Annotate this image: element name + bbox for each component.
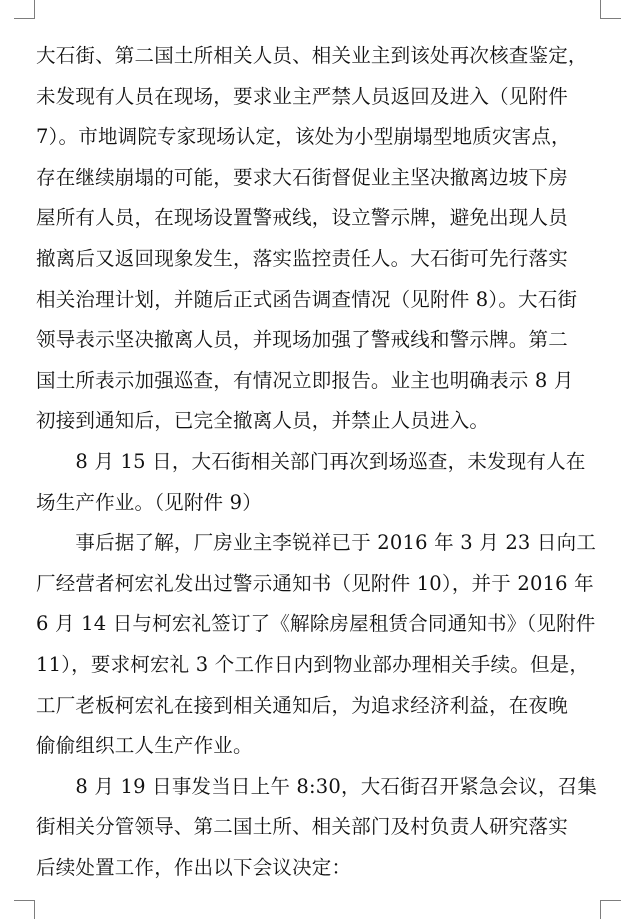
text-line: 8 月 15 日，大石街相关部门再次到场巡查，未发现有人在 (36, 449, 586, 473)
text-line: 事后据了解，厂房业主李锐祥已于 2016 年 3 月 23 日向工 (36, 531, 597, 555)
text-line: 初接到通知后，已完全撤离人员，并禁止人员进入。 (36, 409, 490, 433)
text-line: 未发现有人员在现场，要求业主严禁人员返回及进入（见附件 (36, 84, 568, 108)
text-line: 场生产作业。（见附件 9） (36, 490, 262, 514)
text-line: 后续处置工作，作出以下会议决定： (36, 855, 352, 879)
document-body (36, 36, 610, 888)
corner-mark-bottom-right (600, 900, 621, 919)
text-line: 厂经营者柯宏礼发出过警示通知书（见附件 10），并于 2016 年 (36, 571, 594, 595)
text-line: 屋所有人员，在现场设置警戒线，设立警示牌，避免出现人员 (36, 206, 568, 230)
text-line: 大石街、第二国土所相关人员、相关业主到该处再次核查鉴定， (36, 44, 588, 67)
text-line: 偷偷组织工人生产作业。 (36, 734, 253, 758)
text-line: 工厂老板柯宏礼在接到相关通知后，为追求经济利益，在夜晚 (36, 693, 568, 717)
text-line: 街相关分管领导、第二国土所、相关部门及村负责人研究落实 (36, 815, 568, 839)
corner-mark-top-right (600, 0, 621, 19)
text-line: 7）。市地调院专家现场认定，该处为小型崩塌型地质灾害点， (36, 125, 571, 149)
text-line: 11），要求柯宏礼 3 个工作日内到物业部办理相关手续。但是， (36, 652, 590, 676)
text-line: 存在继续崩塌的可能，要求大石街督促业主坚决撤离边坡下房 (36, 165, 568, 189)
text-line: 8 月 19 日事发当日上午 8:30，大石街召开紧急会议，召集 (36, 774, 598, 798)
text-line: 领导表示坚决撤离人员，并现场加强了警戒线和警示牌。第二 (36, 328, 568, 352)
text-line: 撤离后又返回现象发生，落实监控责任人。大石街可先行落实 (36, 246, 568, 270)
corner-mark-top-left (14, 0, 35, 19)
text-line: 相关治理计划，并随后正式函告调查情况（见附件 8）。大石街 (36, 287, 578, 311)
text-line: 国土所表示加强巡查，有情况立即报告。业主也明确表示 8 月 (36, 368, 574, 392)
corner-mark-bottom-left (14, 900, 35, 919)
text-line: 6 月 14 日与柯宏礼签订了《解除房屋租赁合同通知书》（见附件 (36, 612, 596, 636)
